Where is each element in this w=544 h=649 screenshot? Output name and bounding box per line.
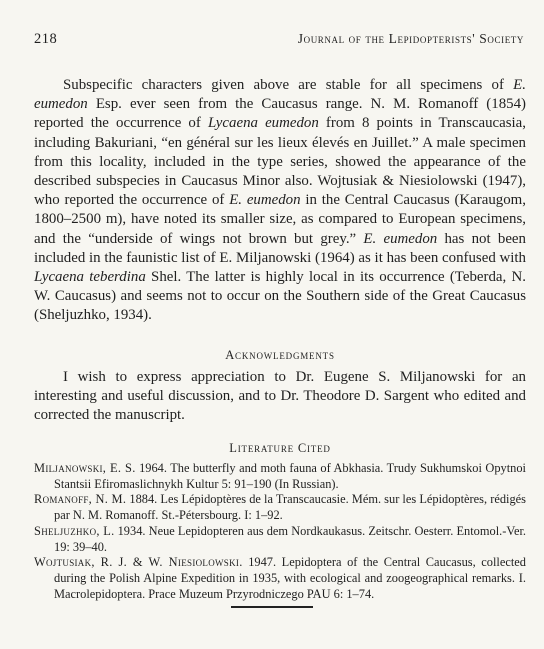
p1-seg-italic: E. eumedon bbox=[34, 77, 526, 113]
p1-seg: Subspecific characters given above are stable for all specimens of bbox=[63, 77, 514, 93]
reference-text: 1884. Les Lépidoptères de la Transcaucasie. Mém. sur les Lépidoptères, rédigés par N. M. Romanoff. St.-Pétersbourg. I: 1–92. bbox=[54, 492, 526, 523]
body-paragraph-2: I wish to express appreciation to Dr. Eugene S. Miljanowski for an interesting and useful discussion, and to Dr. Theodore D. Sargent who edited and corrected the manuscript. bbox=[34, 369, 526, 424]
reference-item bbox=[34, 524, 526, 555]
reference-author: Miljanowski, E. S. bbox=[34, 461, 136, 475]
p1-seg: Esp. ever seen from the Caucasus range. N. M. Romanoff (1854) reported the occurrence of bbox=[34, 96, 526, 132]
body-paragraph-1 bbox=[34, 76, 526, 326]
reference-text: 1964. The butterfly and moth fauna of Abkhasia. Trudy Sukhumskoi Opytnoi Stantsii Efiromaslichnykh Kultur 5: 91–190 (In Russian). bbox=[54, 461, 526, 491]
end-rule bbox=[231, 606, 313, 608]
page-number: 218 bbox=[34, 31, 58, 47]
reference-text: 1934. Neue Lepidopteren aus dem Nordkaukasus. Zeitschr. Oesterr. Entomol.-Ver. 19: 39–40. bbox=[54, 523, 526, 554]
reference-item bbox=[34, 461, 526, 492]
p1-seg: Shel. The latter is highly local in its occurrence (Teberda, N. W. Caucasus) and seems not to occur on the Southern side of the Great Caucasus (Sheljuzhko, 1934). bbox=[34, 269, 526, 324]
reference-item bbox=[34, 492, 526, 523]
p1-seg: in the Central Caucasus (Karaugom, 1800–2500 m), have noted its smaller size, as compared to European specimens, and the “underside of wings not brown but grey.” bbox=[34, 192, 526, 247]
p1-seg-italic: E. eumedon bbox=[363, 230, 438, 247]
reference-text: 1947. Lepidoptera of the Central Caucasus, collected during the Polish Alpine Expedition in 1935, with ecological and zoogeographical remarks. I. Macrolepidoptera. Prace Muzeum Przyrodniczego PAU 6: 1–74. bbox=[54, 555, 526, 601]
reference-list bbox=[34, 461, 526, 602]
reference-author: Romanoff, N. M. bbox=[34, 492, 127, 507]
p1-seg-italic: E. eumedon bbox=[229, 192, 301, 209]
journal-title: Journal of the Lepidopterists' Society bbox=[297, 31, 524, 46]
p1-seg-italic: Lycaena eumedon bbox=[207, 115, 319, 132]
p1-seg: from 8 points in Transcaucasia, including Bakuriani, “en général sur les lieux élevés en Juillet.” A male specimen from this locality, included in the type series, showed the appearance of the described subspecies in Caucasus Minor also. Wojtusiak & Niesiolowski (1947), who reported the occurrence of bbox=[34, 115, 527, 209]
acknowledgments-heading: Acknowledgments bbox=[225, 348, 335, 362]
p1-seg-italic: Lycaena teberdina bbox=[34, 269, 146, 286]
reference-author: Wojtusiak, R. J. & W. Niesiolowski. bbox=[34, 555, 243, 570]
p1-seg: has not been included in the faunistic list of E. Miljanowski (1964) as it has been confused with bbox=[34, 230, 526, 266]
running-header bbox=[34, 31, 524, 51]
reference-author: Sheljuzhko, L. bbox=[34, 523, 115, 538]
reference-item bbox=[34, 555, 526, 602]
literature-cited-heading: Literature Cited bbox=[229, 441, 331, 455]
